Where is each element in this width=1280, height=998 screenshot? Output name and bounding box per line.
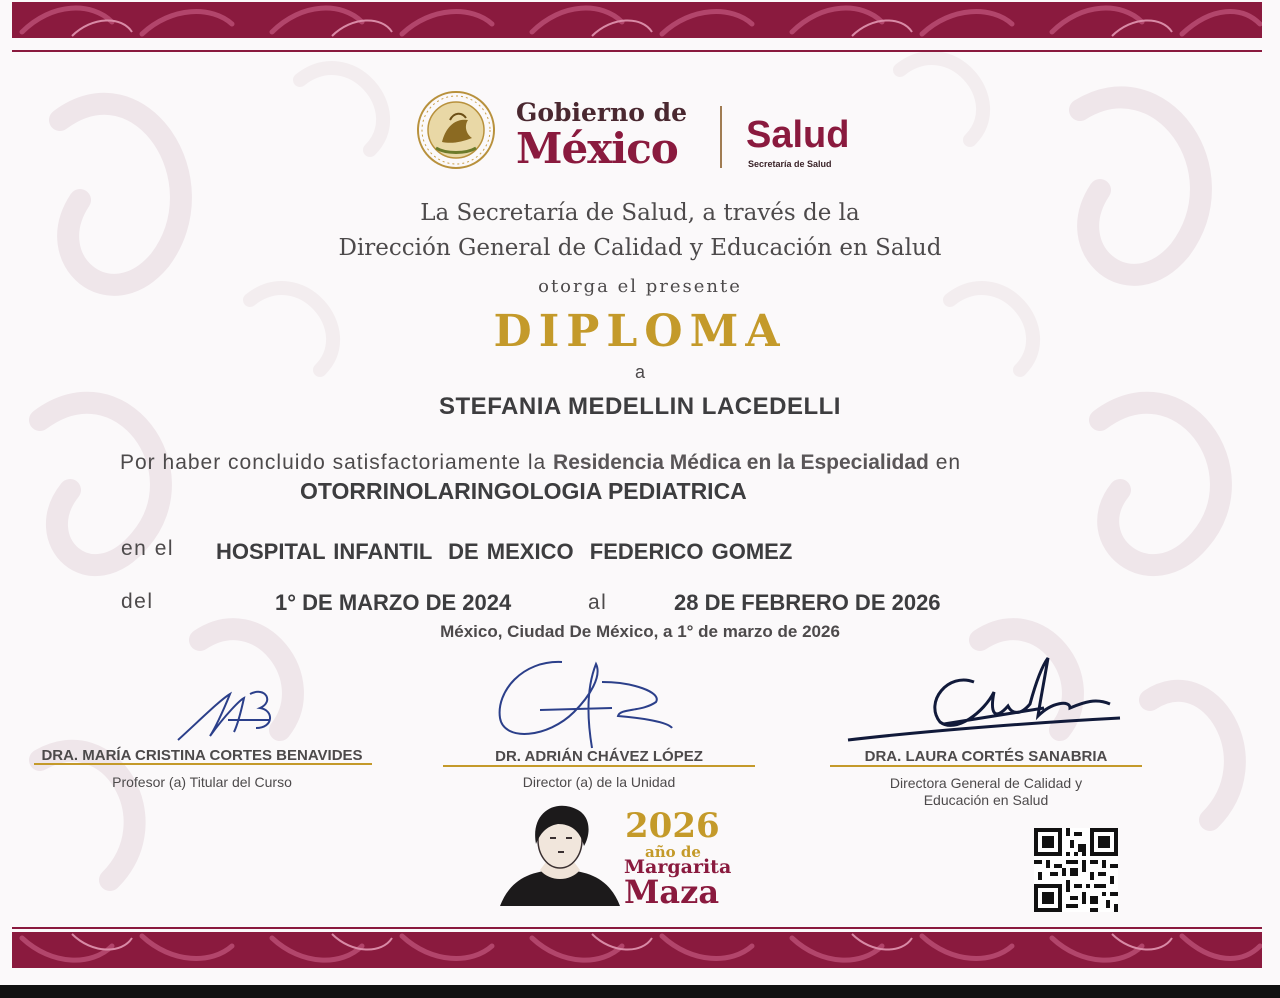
signature-1 <box>170 680 290 750</box>
diploma-title: DIPLOMA <box>493 306 787 357</box>
header-logos <box>416 88 866 178</box>
logo-separator <box>720 106 722 168</box>
emblem-line2: Margarita <box>624 856 732 878</box>
emblem-line1: año de <box>645 843 701 861</box>
start-date: 1° DE MARZO DE 2024 <box>275 590 512 615</box>
at-label: en el <box>121 537 175 560</box>
scan-edge <box>0 985 1280 998</box>
signature-line-2 <box>443 765 755 767</box>
gobierno-line1: Gobierno de <box>516 98 688 127</box>
top-rule <box>12 50 1262 52</box>
signature-line-3 <box>830 765 1142 767</box>
intro-line1: La Secretaría de Salud, a través de la <box>420 200 860 226</box>
emblem-year: 2026 <box>625 806 720 846</box>
signer-3-role-line1: Directora General de Calidad y <box>889 775 1083 791</box>
specialty-name: OTORRINOLARINGOLOGIA PEDIATRICA <box>300 478 747 504</box>
intro-line2: Dirección General de Calidad y Educación en Salud <box>338 235 942 261</box>
signer-2-name: DR. ADRIÁN CHÁVEZ LÓPEZ <box>495 748 703 765</box>
signer-2-role: Director (a) de la Unidad <box>522 774 676 790</box>
place-and-date: México, Ciudad De México, a 1° de marzo de 2026 <box>440 622 840 641</box>
signature-3 <box>844 652 1124 747</box>
signer-3-name: DRA. LAURA CORTÉS SANABRIA <box>864 748 1108 765</box>
emblem-line3: Maza <box>624 873 720 911</box>
bottom-border-band <box>12 932 1262 968</box>
signer-1-name: DRA. MARÍA CRISTINA CORTES BENAVIDES <box>41 747 363 764</box>
signature-2 <box>492 652 682 752</box>
from-label: del <box>121 590 154 613</box>
to-date-label: al <box>588 591 608 614</box>
signer-3-role-line2: Educación en Salud <box>923 792 1049 808</box>
to-label: a <box>634 362 645 382</box>
completion-statement <box>120 451 961 475</box>
program-name: Residencia Médica en la Especialidad <box>553 451 929 474</box>
hospital-name: HOSPITAL INFANTIL DE MEXICO FEDERICO GOMEZ <box>216 539 793 564</box>
national-seal-icon <box>416 90 496 170</box>
signer-1-role: Profesor (a) Titular del Curso <box>112 774 292 790</box>
recipient-name: STEFANIA MEDELLIN LACEDELLI <box>439 393 841 420</box>
end-date: 28 DE FEBRERO DE 2026 <box>674 590 941 615</box>
gobierno-line2: México <box>516 124 678 173</box>
qr-code-icon <box>1034 828 1118 912</box>
statement-suffix: en <box>928 451 962 474</box>
statement-prefix: Por haber concluido satisfactoriamente la <box>120 451 554 474</box>
portrait-illustration <box>500 800 620 906</box>
salud-logo: Salud <box>746 114 850 156</box>
top-border-band <box>12 2 1262 38</box>
bottom-rule <box>12 927 1262 929</box>
grants-text: otorga el presente <box>538 276 742 297</box>
salud-subtitle: Secretaría de Salud <box>748 159 832 169</box>
